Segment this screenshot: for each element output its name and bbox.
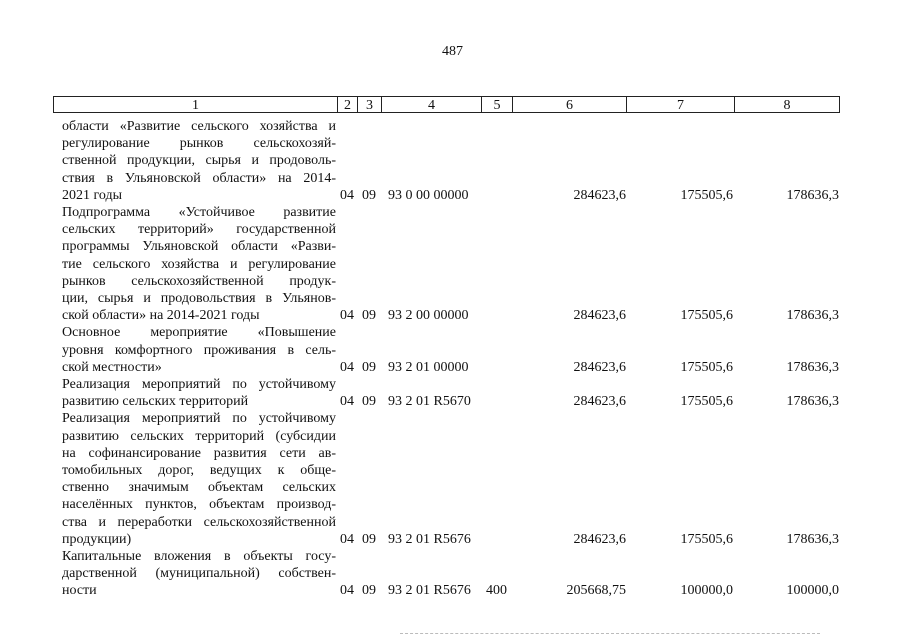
- cell-c8: 178636,3: [786, 308, 839, 324]
- footer-divider: [400, 633, 820, 636]
- cell-c3: 09: [362, 187, 376, 203]
- cell-c7: 175505,6: [680, 394, 733, 410]
- description-line: ственной продукции, сырья и продоволь-: [62, 153, 336, 169]
- description-line: ской области» на 2014-2021 годы: [62, 308, 260, 324]
- cell-c3: 09: [362, 531, 376, 547]
- description-line: регулирование рынков сельскохозяй-: [62, 136, 336, 152]
- cell-c2: 04: [340, 359, 354, 375]
- description-line: Подпрограмма «Устойчивое развитие: [62, 205, 336, 220]
- cell-c4: 93 2 01 00000: [388, 359, 469, 375]
- description-line: Реализация мероприятий по устойчивому: [62, 377, 336, 392]
- header-col-1: 1: [53, 96, 337, 113]
- description-line: рынков сельскохозяйственной продук-: [62, 273, 336, 289]
- description-line: на софинансирование развития сети ав-: [62, 445, 336, 461]
- cell-c6: 205668,75: [566, 583, 626, 599]
- cell-c7: 175505,6: [680, 308, 733, 324]
- cell-c4: 93 2 01 R5676: [388, 531, 471, 547]
- description-line: ственно значимым объектам сельских: [62, 480, 336, 496]
- header-col-8: 8: [734, 96, 840, 113]
- cell-c6: 284623,6: [573, 187, 626, 203]
- cell-c3: 09: [362, 359, 376, 375]
- row-description: [62, 376, 336, 410]
- cell-c7: 175505,6: [680, 187, 733, 203]
- cell-c7: 100000,0: [680, 583, 733, 599]
- cell-c3: 09: [362, 394, 376, 410]
- description-line: дарственной (муниципальной) собствен-: [62, 566, 336, 582]
- cell-c5: 400: [486, 583, 507, 599]
- cell-c2: 04: [340, 583, 354, 599]
- cell-c7: 175505,6: [680, 531, 733, 547]
- description-line: населённых пунктов, объектам производ-: [62, 497, 336, 513]
- row-description: [62, 118, 336, 204]
- description-line: ности: [62, 583, 97, 599]
- header-col-5: 5: [481, 96, 512, 113]
- description-line: ства и переработки сельскохозяйственной: [62, 514, 336, 530]
- header-col-6: 6: [512, 96, 626, 113]
- description-line: ции, сырья и продовольствия в Ульянов-: [62, 291, 336, 307]
- cell-c3: 09: [362, 583, 376, 599]
- header-col-3: 3: [357, 96, 381, 113]
- description-line: ской местности»: [62, 359, 162, 375]
- cell-c8: 100000,0: [786, 583, 839, 599]
- cell-c8: 178636,3: [786, 187, 839, 203]
- cell-c4: 93 0 00 00000: [388, 187, 469, 203]
- row-description: [62, 410, 336, 548]
- row-description: [62, 548, 336, 600]
- description-line: томобильных дорог, ведущих к обще-: [62, 463, 336, 478]
- page-number: 487: [442, 44, 463, 59]
- row-description: [62, 324, 336, 376]
- description-line: продукции): [62, 531, 132, 547]
- description-line: программы Ульяновской области «Разви-: [62, 239, 336, 255]
- cell-c4: 93 2 01 R5676: [388, 583, 471, 599]
- header-col-4: 4: [381, 96, 481, 113]
- cell-c8: 178636,3: [786, 359, 839, 375]
- description-line: развитию сельских территорий (субсидии: [62, 428, 336, 444]
- header-col-7: 7: [626, 96, 734, 113]
- cell-c2: 04: [340, 531, 354, 547]
- cell-c2: 04: [340, 187, 354, 203]
- description-line: тие сельского хозяйства и регулирование: [62, 256, 336, 272]
- description-line: уровня комфортного проживания в сель-: [62, 342, 336, 358]
- cell-c2: 04: [340, 308, 354, 324]
- cell-c6: 284623,6: [573, 308, 626, 324]
- cell-c8: 178636,3: [786, 394, 839, 410]
- cell-c4: 93 2 00 00000: [388, 308, 469, 324]
- description-line: Капитальные вложения в объекты госу-: [62, 549, 336, 564]
- description-line: сельских территорий» государственной: [62, 222, 336, 238]
- description-line: ствия в Ульяновской области» на 2014-: [62, 170, 336, 186]
- description-line: Реализация мероприятий по устойчивому: [62, 411, 336, 427]
- cell-c7: 175505,6: [680, 359, 733, 375]
- cell-c6: 284623,6: [573, 531, 626, 547]
- header-col-2: 2: [337, 96, 357, 113]
- cell-c6: 284623,6: [573, 359, 626, 375]
- description-line: области «Развитие сельского хозяйства и: [62, 119, 336, 134]
- cell-c2: 04: [340, 394, 354, 410]
- description-line: 2021 годы: [62, 187, 123, 203]
- cell-c3: 09: [362, 308, 376, 324]
- cell-c6: 284623,6: [573, 394, 626, 410]
- description-line: развитию сельских территорий: [62, 394, 249, 410]
- cell-c4: 93 2 01 R5670: [388, 394, 471, 410]
- cell-c8: 178636,3: [786, 531, 839, 547]
- row-description: [62, 204, 336, 324]
- description-line: Основное мероприятие «Повышение: [62, 325, 336, 341]
